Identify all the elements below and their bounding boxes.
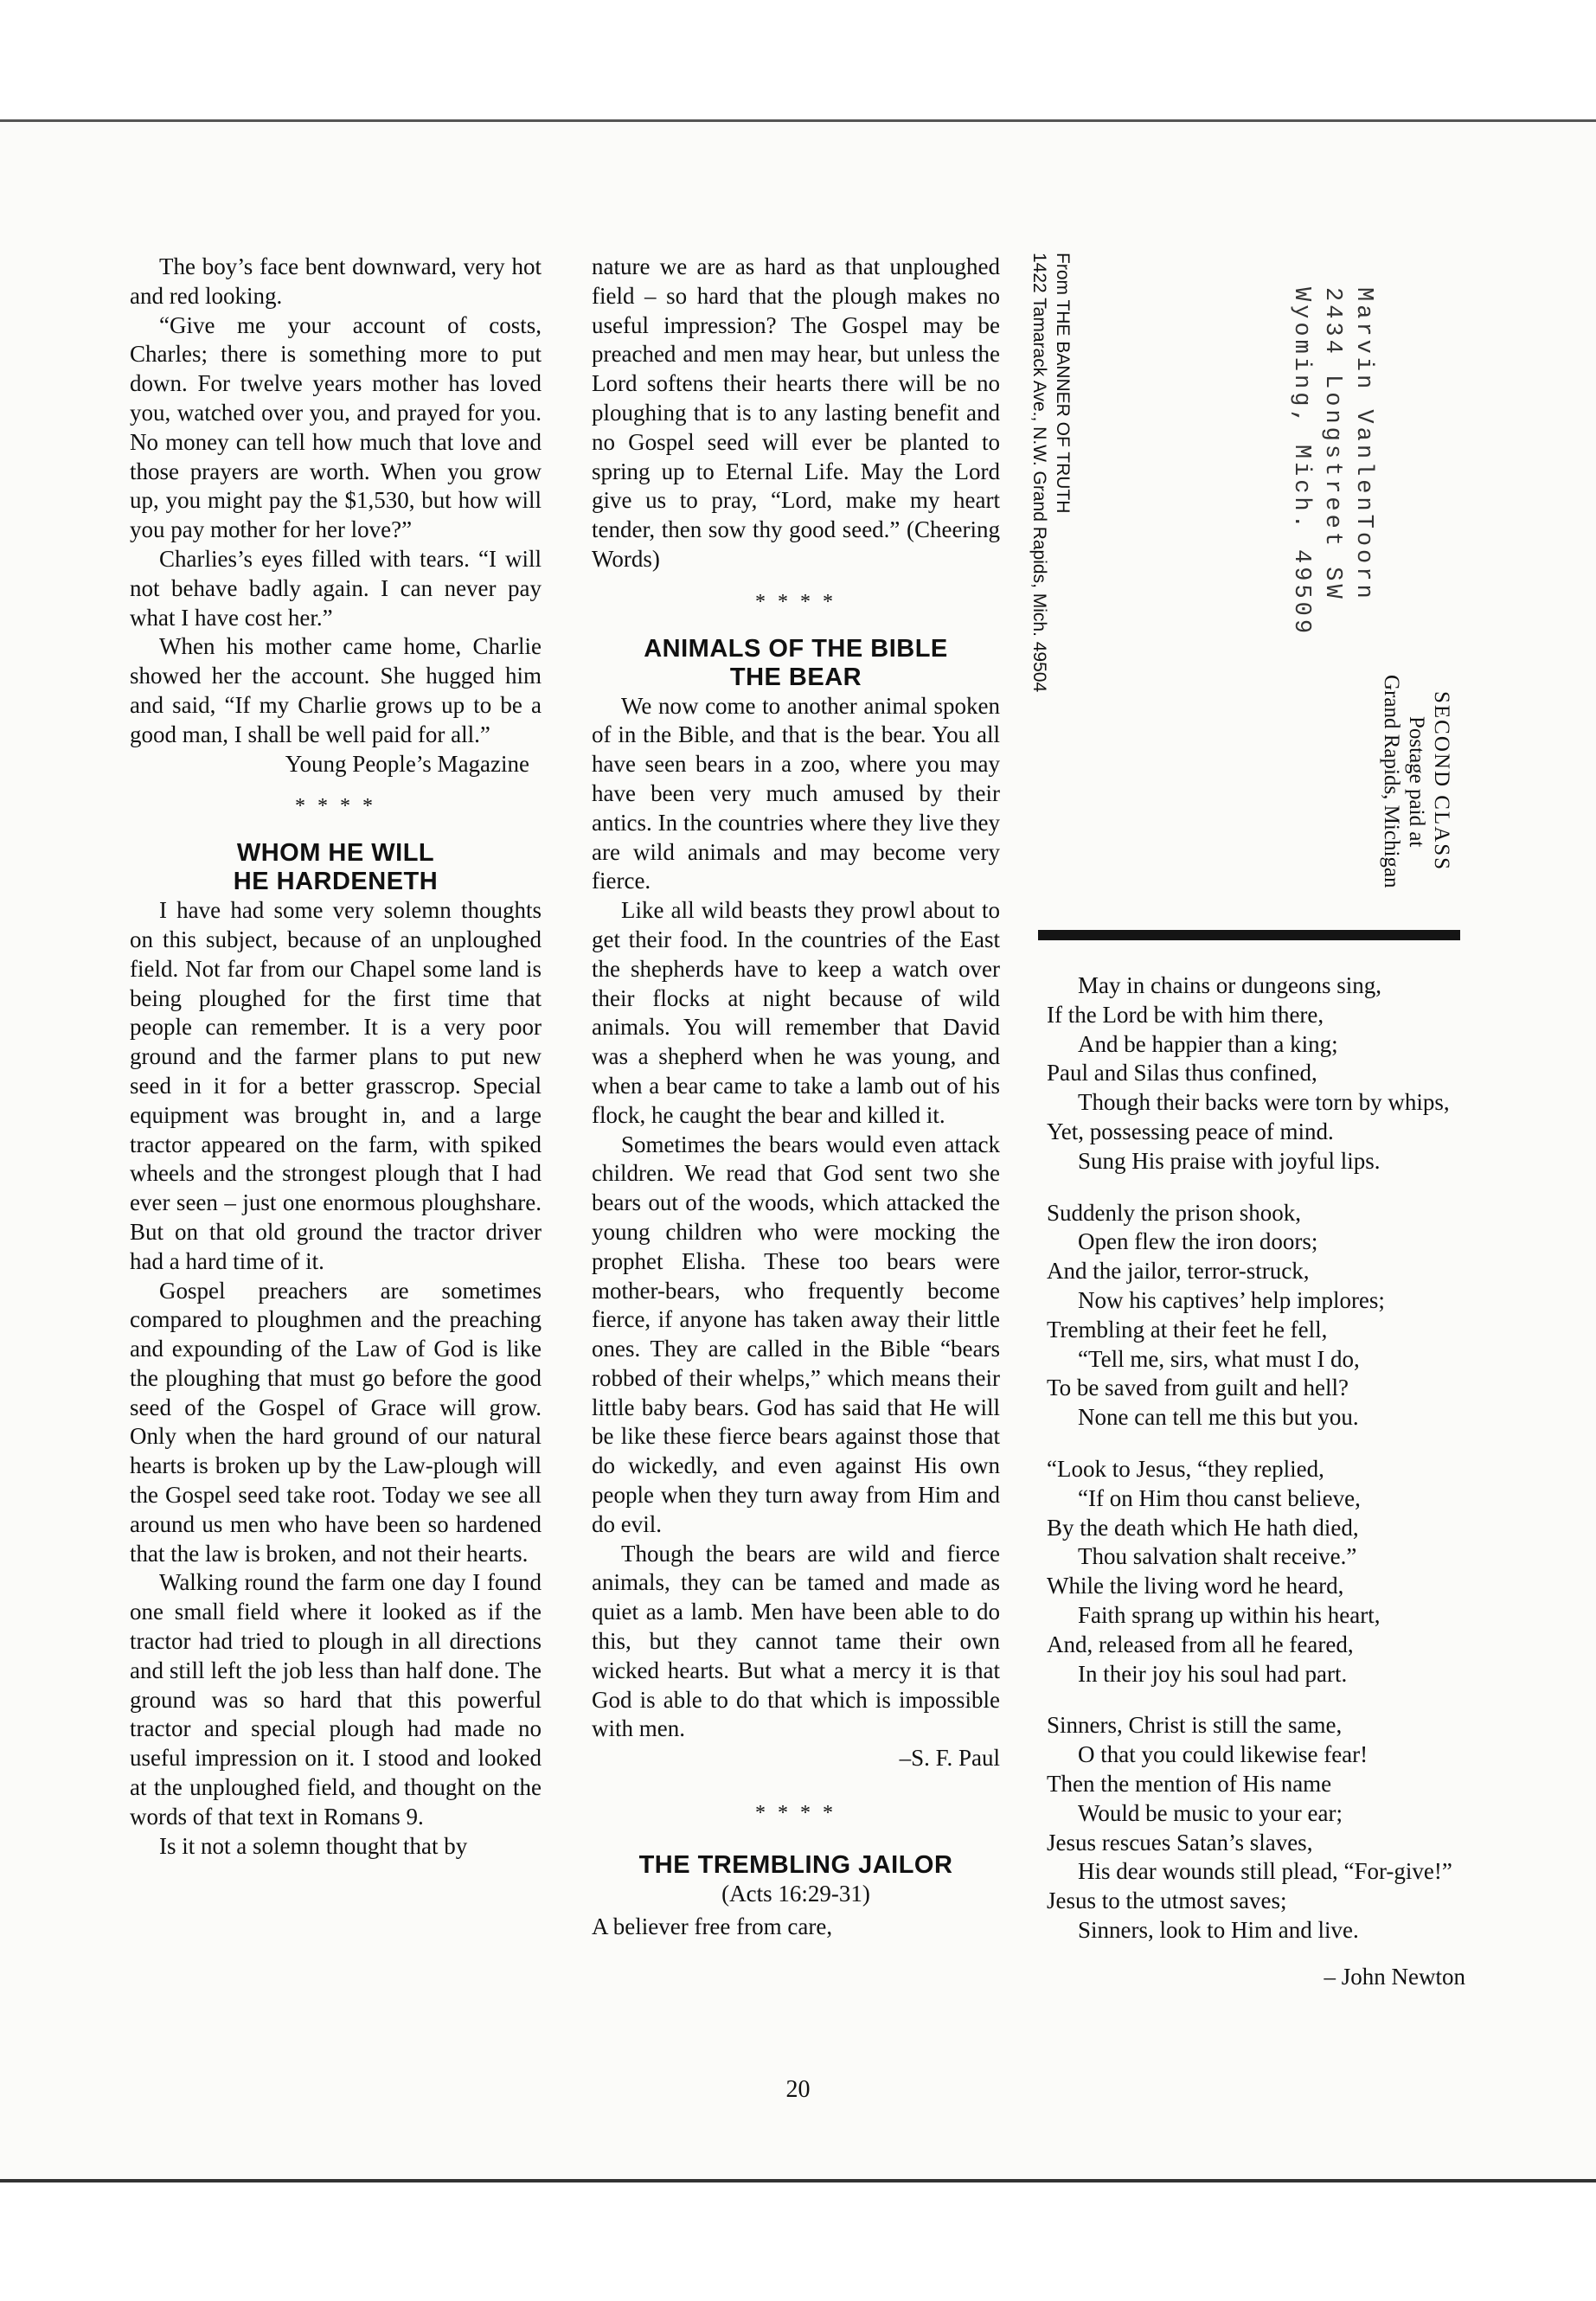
- source-credit: Young People’s Magazine: [285, 750, 529, 777]
- poem-line: A believer free from care,: [592, 1913, 833, 1939]
- column-2: [592, 253, 1000, 1941]
- publisher-name: From THE BANNER OF TRUTH: [1053, 253, 1073, 514]
- article-heading-line-1: ANIMALS OF THE BIBLE: [644, 634, 948, 663]
- poem-line: And, released from all he feared,: [1047, 1631, 1354, 1657]
- paragraph: Walking round the farm one day I found one small field where it looked as if the tractor had tried to plough in all directions and still left the job less than half done. The ground was so hard that this powerful tractor and special plough had made no useful impression on it. I stood and looked at the unploughed field, and thought on the words of that text in Romans 9.: [130, 1569, 542, 1830]
- return-address: [1028, 253, 1074, 692]
- postage-class: SECOND CLASS: [1430, 691, 1453, 872]
- poem-line: Open flew the iron doors;: [1078, 1228, 1318, 1255]
- paragraph: Sometimes the bears would even attack children. We read that God sent two she bears out of the woods, which attacked the young children who were mocking the prophet Elisha. These too bears were mother-bears, who frequently become fierce, if anyone has taken away their little ones. They are called in the Bible “bears robbed of their whelps,” which means their little baby bears. God has said that He will be like these fierce bears against those that do wickedly, and even against His own people when they turn away from Him and do evil.: [592, 1131, 1000, 1537]
- section-divider: * * * *: [295, 795, 376, 818]
- poem-line: Sinners, Christ is still the same,: [1047, 1712, 1343, 1739]
- page-number: 20: [785, 2076, 811, 2103]
- section-divider: * * * *: [755, 590, 836, 613]
- poem-line: Would be music to your ear;: [1078, 1799, 1343, 1826]
- poem-line: If the Lord be with him there,: [1047, 1001, 1324, 1028]
- poem-line: Jesus rescues Satan’s slaves,: [1047, 1829, 1313, 1856]
- poem-line: By the death which He hath died,: [1047, 1514, 1359, 1541]
- recipient-city: Wyoming, Mich. 49509: [1288, 287, 1314, 638]
- poem-line: Then the mention of His name: [1047, 1770, 1332, 1797]
- paragraph: The boy’s face bent downward, very hot and red looking.: [130, 253, 542, 309]
- poem-title: THE TREMBLING JAILOR: [638, 1850, 953, 1879]
- poem-line: “Tell me, sirs, what must I do,: [1078, 1345, 1360, 1372]
- poem-line: To be saved from guilt and hell?: [1047, 1375, 1349, 1401]
- column-3-poem: [1047, 971, 1465, 1992]
- paragraph: Is it not a solemn thought that by: [159, 1832, 468, 1859]
- paragraph: Like all wild beasts they prowl about to get their food. In the countries of the East the shepherds have to keep a watch over their flocks at night because of wild animals. You will remember that David was a shepherd when he was young, and when a bear came to take a lamb out of his flock, he caught the bear and killed it.: [592, 897, 1000, 1128]
- scripture-reference: (Acts 16:29-31): [721, 1880, 870, 1907]
- paragraph: Though the bears are wild and fierce animals, they can be tamed and made as quiet as a lamb. Men have been able to do this, but they cannot tame their own wicked hearts. But what a mercy it is that God is able to do that which is impossible with men.: [592, 1540, 1000, 1742]
- paragraph: Gospel preachers are sometimes compared to ploughmen and the preaching and expounding of the Law of God is like the ploughing that must go before the good seed of the Gospel of Grace will grow. Only when the hard ground of our natural hearts is broken up by the Law-plough will the Gospel seed take root. Today we see all around us men who have been so hardened that the law is broken, and not their hearts.: [130, 1277, 542, 1567]
- poem-line: Faith sprang up within his heart,: [1078, 1601, 1381, 1628]
- poem-line: Sung His praise with joyful lips.: [1078, 1147, 1381, 1174]
- poem-author: – John Newton: [1324, 1963, 1465, 1990]
- poem-line: While the living word he heard,: [1047, 1573, 1344, 1599]
- poem-line: His dear wounds still plead, “For-give!”: [1078, 1858, 1452, 1885]
- horizontal-rule: [1038, 930, 1460, 940]
- paragraph: We now come to another animal spoken of in the Bible, and that is the bear. You all have seen bears in a zoo, where you may have been very much amused by their antics. In the countries where they live they are wild animals and may become very fierce.: [592, 692, 1000, 894]
- poem-line: Paul and Silas thus confined,: [1047, 1060, 1317, 1086]
- paragraph: I have had some very solemn thoughts on this subject, because of an unploughed field. Not far from our Chapel some land is being ploughed for the first time that people can remember. It is a very poor ground and the farmer plans to put new seed in it for a better grasscrop. Special equipment was brought in, and a large tractor appeared on the farm, with spiked wheels and the strongest plough that I had ever seen – just one enormous ploughshare. But on that old ground the tractor driver had a hard time of it.: [130, 897, 542, 1274]
- recipient-name: Marvin VanlenToorn: [1350, 287, 1376, 602]
- article-heading-line-1: WHOM HE WILL: [236, 839, 435, 868]
- poem-line: Jesus to the utmost saves;: [1047, 1888, 1287, 1914]
- mailing-label: [1285, 287, 1379, 637]
- article-heading-line-2: HE HARDENETH: [233, 868, 439, 896]
- article-heading-line-2: THE BEAR: [729, 663, 862, 691]
- poem-line: None can tell me this but you.: [1078, 1404, 1359, 1431]
- paragraph: “Give me your account of costs, Charles; there is something more to put down. For twelve years mother has loved you, watched over you, and prayed for you. No money can tell how much that love and those prayers are worth. When you grow up, you might pay the $1,530, but how will you pay mother for her love?”: [130, 311, 542, 543]
- paragraph: Charlies’s eyes filled with tears. “I will not behave badly again. I can never pay what I have cost her.”: [130, 545, 542, 631]
- postage-city: Grand Rapids, Michigan: [1380, 675, 1403, 888]
- poem-stanza: [1047, 1711, 1465, 1945]
- recipient-street: 2434 Longstreet SW: [1319, 287, 1345, 602]
- postage-indicia: [1379, 675, 1454, 888]
- poem-line: In their joy his soul had part.: [1078, 1660, 1348, 1687]
- poem-line: Yet, possessing peace of mind.: [1047, 1118, 1334, 1144]
- poem-line: And be happier than a king;: [1078, 1030, 1338, 1057]
- poem-line: Suddenly the prison shook,: [1047, 1199, 1301, 1226]
- author-credit: –S. F. Paul: [899, 1745, 1000, 1772]
- poem-line: O that you could likewise fear!: [1078, 1741, 1368, 1768]
- publisher-address: 1422 Tamarack Ave., N.W. Grand Rapids, Mich. 49504: [1029, 253, 1049, 693]
- column-1: [130, 253, 542, 1861]
- poem-line: Though their backs were torn by whips,: [1078, 1089, 1450, 1116]
- poem-line: “Look to Jesus, “they replied,: [1047, 1455, 1324, 1482]
- poem-line: Thou salvation shalt receive.”: [1078, 1543, 1357, 1570]
- poem-stanza: [1047, 971, 1465, 1176]
- paragraph: When his mother came home, Charlie showed her the account. She hugged him and said, “If my Charlie grows up to be a good man, I shall be well paid for all.”: [130, 633, 542, 747]
- poem-stanza: [1047, 1455, 1465, 1689]
- section-divider: * * * *: [755, 1802, 836, 1825]
- paragraph: nature we are as hard as that unploughed field – so hard that the plough makes no useful impression? The Gospel may be preached and men may hear, but unless the Lord softens their hearts there will be no ploughing that is to any lasting benefit and no Gospel seed will ever be planted to spring up to Eternal Life. May the Lord give us to pray, “Lord, make my heart tender, then sow thy good seed.” (Cheering Words): [592, 253, 1000, 572]
- poem-line: Trembling at their feet he fell,: [1047, 1316, 1328, 1343]
- poem-line: “If on Him thou canst believe,: [1078, 1484, 1361, 1511]
- poem-line: Sinners, look to Him and live.: [1078, 1916, 1359, 1943]
- poem-line: Now his captives’ help implores;: [1078, 1286, 1385, 1313]
- poem-line: May in chains or dungeons sing,: [1078, 972, 1381, 998]
- poem-line: And the jailor, terror-struck,: [1047, 1258, 1310, 1285]
- poem-stanza: [1047, 1199, 1465, 1433]
- postage-paid: Postage paid at: [1405, 715, 1428, 847]
